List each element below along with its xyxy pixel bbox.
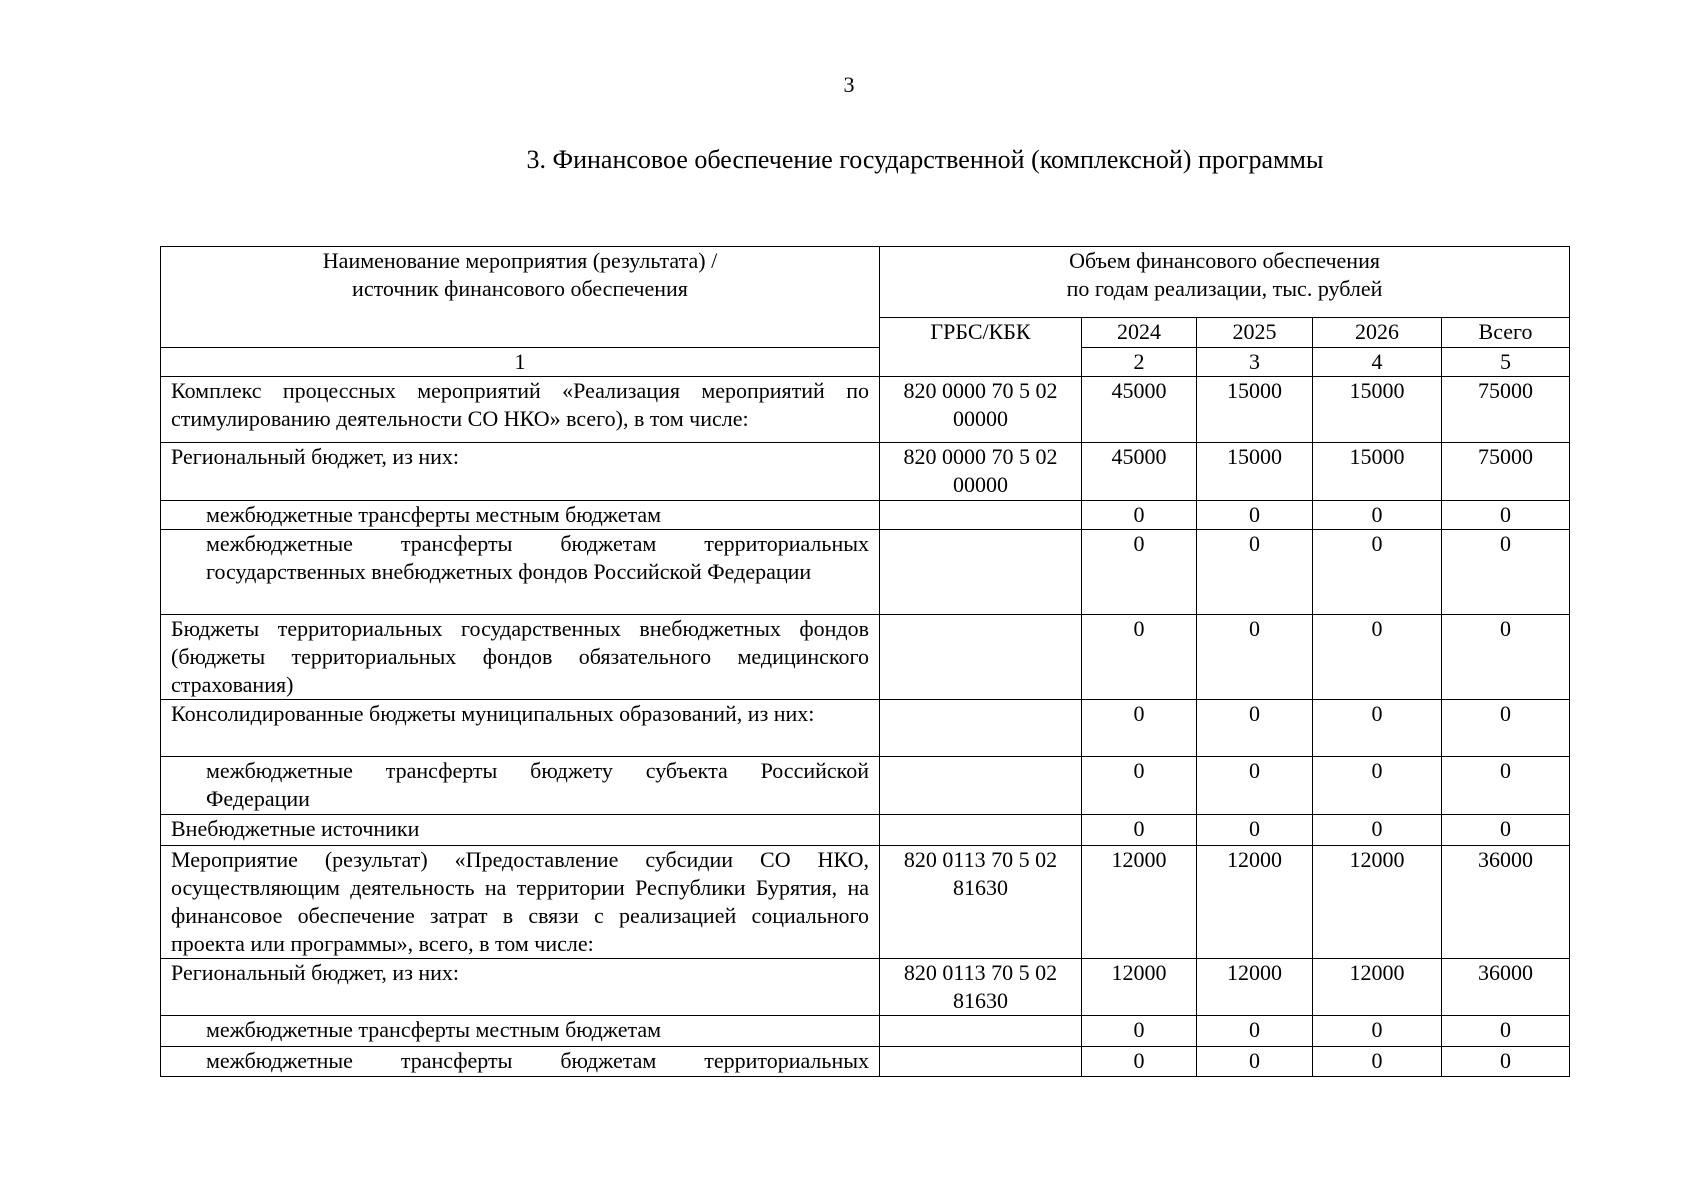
- row-value-total: 0: [1442, 757, 1570, 815]
- row-name: межбюджетные трансферты местным бюджетам: [161, 1016, 880, 1047]
- row-code: [880, 615, 1082, 700]
- row-name: межбюджетные трансферты местным бюджетам: [161, 501, 880, 530]
- header-name-line1: Наименование мероприятия (результата) /: [322, 248, 718, 273]
- header-volume-line2: по годам реализации, тыс. рублей: [1066, 276, 1383, 301]
- table-row: [161, 757, 1570, 815]
- table-row: [161, 1047, 1570, 1077]
- row-value-total: 36000: [1442, 959, 1570, 1016]
- row-value-2025: 0: [1197, 615, 1313, 700]
- header-grbs: ГРБС/КБК: [880, 318, 1082, 377]
- table-row: [161, 615, 1570, 700]
- row-value-total: 0: [1442, 530, 1570, 615]
- row-code: 820 0113 70 5 02 81630: [880, 959, 1082, 1016]
- row-value-2026: 12000: [1313, 959, 1442, 1016]
- row-code: [880, 757, 1082, 815]
- row-value-2026: 0: [1313, 501, 1442, 530]
- row-value-total: 0: [1442, 501, 1570, 530]
- row-value-2025: 0: [1197, 1016, 1313, 1047]
- header-total: Всего: [1442, 318, 1570, 348]
- row-code: [880, 700, 1082, 757]
- row-name: Мероприятие (результат) «Предоставление субсидии СО НКО, осуществляющим деятельность на территории Республики Бурятия, на финансовое обеспечение затрат в связи с реализацией социального проекта или программы», всего, в том числе:: [161, 846, 880, 959]
- row-name: Бюджеты территориальных государственных внебюджетных фондов (бюджеты территориальных фондов обязательного медицинского страхования): [161, 615, 880, 700]
- header-year-2024: 2024: [1082, 318, 1197, 348]
- section-title: 3. Финансовое обеспечение государственной (комплексной) программы: [526, 145, 1324, 174]
- column-number-2: 2: [1082, 348, 1197, 377]
- column-number-1: 1: [161, 348, 880, 377]
- row-name: Комплекс процессных мероприятий «Реализация мероприятий по стимулированию деятельности СО НКО» всего), в том числе:: [161, 377, 880, 443]
- row-value-2025: 0: [1197, 501, 1313, 530]
- table-row: [161, 530, 1570, 615]
- row-value-2026: 0: [1313, 1016, 1442, 1047]
- row-code: [880, 1016, 1082, 1047]
- financing-table: [160, 246, 1570, 1077]
- row-value-2024: 45000: [1082, 443, 1197, 501]
- row-code: 820 0000 70 5 02 00000: [880, 377, 1082, 443]
- row-value-2025: 12000: [1197, 959, 1313, 1016]
- row-name: Региональный бюджет, из них:: [161, 959, 880, 1016]
- row-value-total: 75000: [1442, 443, 1570, 501]
- table-row: [161, 846, 1570, 959]
- row-value-2025: 12000: [1197, 846, 1313, 959]
- row-value-2024: 0: [1082, 1016, 1197, 1047]
- row-name: Консолидированные бюджеты муниципальных образований, из них:: [161, 700, 880, 757]
- table-row: [161, 443, 1570, 501]
- table-row: [161, 959, 1570, 1016]
- row-value-2024: 0: [1082, 815, 1197, 846]
- table-row: [161, 815, 1570, 846]
- row-value-2024: 0: [1082, 1047, 1197, 1077]
- table-row: [161, 700, 1570, 757]
- header-name-line2: источник финансового обеспечения: [352, 276, 688, 301]
- row-code: [880, 501, 1082, 530]
- row-value-total: 0: [1442, 1016, 1570, 1047]
- row-value-2026: 0: [1313, 615, 1442, 700]
- column-number-4: 4: [1313, 348, 1442, 377]
- row-value-2025: 0: [1197, 815, 1313, 846]
- row-value-2025: 15000: [1197, 377, 1313, 443]
- column-numbers-row: [161, 348, 1570, 377]
- column-number-3: 3: [1197, 348, 1313, 377]
- row-value-2026: 12000: [1313, 846, 1442, 959]
- row-name: межбюджетные трансферты бюджетам территориальных государственных внебюджетных фондов Российской Федерации: [161, 530, 880, 615]
- row-value-2026: 0: [1313, 700, 1442, 757]
- row-value-2024: 0: [1082, 700, 1197, 757]
- header-volume-line1: Объем финансового обеспечения: [1069, 248, 1380, 273]
- row-value-2024: 0: [1082, 530, 1197, 615]
- row-value-2025: 0: [1197, 757, 1313, 815]
- row-value-2024: 0: [1082, 501, 1197, 530]
- table-row: [161, 377, 1570, 443]
- row-name: Внебюджетные источники: [161, 815, 880, 846]
- header-row: [161, 247, 1570, 318]
- row-value-2024: 0: [1082, 757, 1197, 815]
- row-value-2025: 0: [1197, 1047, 1313, 1077]
- row-code: 820 0000 70 5 02 00000: [880, 443, 1082, 501]
- page-number: 3: [843, 72, 855, 97]
- row-value-2026: 0: [1313, 815, 1442, 846]
- row-value-total: 0: [1442, 700, 1570, 757]
- row-value-2026: 15000: [1313, 377, 1442, 443]
- row-value-2026: 0: [1313, 1047, 1442, 1077]
- row-value-total: 0: [1442, 815, 1570, 846]
- row-code: 820 0113 70 5 02 81630: [880, 846, 1082, 959]
- header-year-2026: 2026: [1313, 318, 1442, 348]
- row-value-2025: 0: [1197, 700, 1313, 757]
- row-value-2026: 0: [1313, 757, 1442, 815]
- table-row: [161, 501, 1570, 530]
- row-value-total: 0: [1442, 1047, 1570, 1077]
- row-value-2024: 45000: [1082, 377, 1197, 443]
- row-code: [880, 530, 1082, 615]
- row-value-2026: 15000: [1313, 443, 1442, 501]
- row-value-total: 75000: [1442, 377, 1570, 443]
- row-value-total: 0: [1442, 615, 1570, 700]
- row-value-2024: 12000: [1082, 959, 1197, 1016]
- row-name: межбюджетные трансферты бюджету субъекта Российской Федерации: [161, 757, 880, 815]
- column-number-5: 5: [1442, 348, 1570, 377]
- row-code: [880, 1047, 1082, 1077]
- row-name: Региональный бюджет, из них:: [161, 443, 880, 501]
- row-code: [880, 815, 1082, 846]
- row-value-2025: 0: [1197, 530, 1313, 615]
- row-value-2024: 12000: [1082, 846, 1197, 959]
- table-row: [161, 1016, 1570, 1047]
- header-year-2025: 2025: [1197, 318, 1313, 348]
- row-name: межбюджетные трансферты бюджетам территориальных: [161, 1047, 880, 1077]
- row-value-2026: 0: [1313, 530, 1442, 615]
- row-value-2024: 0: [1082, 615, 1197, 700]
- row-value-2025: 15000: [1197, 443, 1313, 501]
- header-name-cell: [161, 247, 880, 348]
- row-value-total: 36000: [1442, 846, 1570, 959]
- header-volume-cell: [880, 247, 1570, 318]
